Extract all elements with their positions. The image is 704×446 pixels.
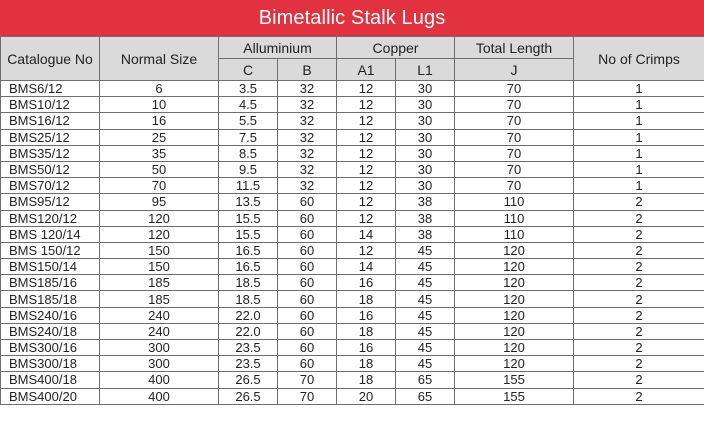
j-cell: 120	[455, 356, 574, 372]
table-title: Bimetallic Stalk Lugs	[0, 0, 704, 36]
crimps-cell: 1	[574, 129, 704, 145]
a1-cell: 12	[337, 194, 396, 210]
catalogue-cell: BMS300/18	[1, 356, 100, 372]
l1-cell: 45	[396, 323, 455, 339]
header-c: C	[219, 59, 278, 81]
j-cell: 70	[455, 145, 574, 161]
crimps-cell: 1	[574, 178, 704, 194]
table-row	[1, 356, 704, 372]
catalogue-cell: BMS6/12	[1, 81, 100, 97]
normal-size-cell: 70	[100, 178, 219, 194]
normal-size-cell: 400	[100, 388, 219, 404]
table-row	[1, 113, 704, 129]
normal-size-cell: 50	[100, 161, 219, 177]
table-row	[1, 97, 704, 113]
crimps-cell: 1	[574, 97, 704, 113]
l1-cell: 45	[396, 356, 455, 372]
crimps-cell: 1	[574, 113, 704, 129]
header-copper: Copper	[337, 37, 455, 59]
header-alluminium: Alluminium	[219, 37, 337, 59]
crimps-cell: 1	[574, 145, 704, 161]
a1-cell: 16	[337, 307, 396, 323]
crimps-cell: 1	[574, 81, 704, 97]
a1-cell: 20	[337, 388, 396, 404]
header-j: J	[455, 59, 574, 81]
c-cell: 26.5	[219, 372, 278, 388]
b-cell: 60	[278, 323, 337, 339]
j-cell: 70	[455, 81, 574, 97]
table-header	[1, 37, 704, 81]
table-row	[1, 323, 704, 339]
l1-cell: 30	[396, 81, 455, 97]
table-row	[1, 242, 704, 258]
catalogue-cell: BMS400/20	[1, 388, 100, 404]
catalogue-cell: BMS35/12	[1, 145, 100, 161]
b-cell: 60	[278, 194, 337, 210]
j-cell: 155	[455, 388, 574, 404]
l1-cell: 30	[396, 145, 455, 161]
b-cell: 32	[278, 161, 337, 177]
catalogue-cell: BMS400/18	[1, 372, 100, 388]
l1-cell: 30	[396, 161, 455, 177]
l1-cell: 30	[396, 129, 455, 145]
b-cell: 60	[278, 356, 337, 372]
table-row	[1, 178, 704, 194]
normal-size-cell: 150	[100, 259, 219, 275]
c-cell: 23.5	[219, 356, 278, 372]
c-cell: 9.5	[219, 161, 278, 177]
catalogue-cell: BMS 120/14	[1, 226, 100, 242]
b-cell: 32	[278, 113, 337, 129]
j-cell: 70	[455, 129, 574, 145]
table-row	[1, 388, 704, 404]
c-cell: 23.5	[219, 340, 278, 356]
c-cell: 16.5	[219, 242, 278, 258]
l1-cell: 45	[396, 340, 455, 356]
crimps-cell: 2	[574, 194, 704, 210]
b-cell: 60	[278, 340, 337, 356]
j-cell: 70	[455, 178, 574, 194]
c-cell: 15.5	[219, 226, 278, 242]
j-cell: 70	[455, 113, 574, 129]
normal-size-cell: 300	[100, 340, 219, 356]
catalogue-cell: BMS16/12	[1, 113, 100, 129]
a1-cell: 12	[337, 97, 396, 113]
a1-cell: 12	[337, 145, 396, 161]
j-cell: 120	[455, 340, 574, 356]
c-cell: 4.5	[219, 97, 278, 113]
a1-cell: 18	[337, 291, 396, 307]
normal-size-cell: 16	[100, 113, 219, 129]
crimps-cell: 2	[574, 388, 704, 404]
table-row	[1, 210, 704, 226]
header-a1: A1	[337, 59, 396, 81]
b-cell: 32	[278, 129, 337, 145]
crimps-cell: 2	[574, 340, 704, 356]
a1-cell: 12	[337, 113, 396, 129]
a1-cell: 18	[337, 356, 396, 372]
crimps-cell: 2	[574, 275, 704, 291]
table-row	[1, 275, 704, 291]
b-cell: 60	[278, 259, 337, 275]
j-cell: 110	[455, 194, 574, 210]
table-row	[1, 81, 704, 97]
b-cell: 60	[278, 226, 337, 242]
normal-size-cell: 120	[100, 210, 219, 226]
c-cell: 8.5	[219, 145, 278, 161]
c-cell: 7.5	[219, 129, 278, 145]
j-cell: 120	[455, 259, 574, 275]
normal-size-cell: 35	[100, 145, 219, 161]
c-cell: 3.5	[219, 81, 278, 97]
normal-size-cell: 25	[100, 129, 219, 145]
c-cell: 18.5	[219, 291, 278, 307]
l1-cell: 45	[396, 307, 455, 323]
table-row	[1, 372, 704, 388]
table-row	[1, 259, 704, 275]
j-cell: 70	[455, 97, 574, 113]
j-cell: 110	[455, 226, 574, 242]
b-cell: 60	[278, 307, 337, 323]
a1-cell: 12	[337, 129, 396, 145]
j-cell: 120	[455, 275, 574, 291]
crimps-cell: 2	[574, 210, 704, 226]
header-normal-size: Normal Size	[100, 37, 219, 81]
c-cell: 15.5	[219, 210, 278, 226]
a1-cell: 18	[337, 323, 396, 339]
normal-size-cell: 95	[100, 194, 219, 210]
header-total-length: Total Length	[455, 37, 574, 59]
catalogue-cell: BMS240/18	[1, 323, 100, 339]
a1-cell: 12	[337, 178, 396, 194]
crimps-cell: 2	[574, 291, 704, 307]
j-cell: 120	[455, 242, 574, 258]
b-cell: 70	[278, 372, 337, 388]
catalogue-cell: BMS300/16	[1, 340, 100, 356]
catalogue-cell: BMS50/12	[1, 161, 100, 177]
l1-cell: 38	[396, 226, 455, 242]
b-cell: 32	[278, 145, 337, 161]
a1-cell: 16	[337, 340, 396, 356]
normal-size-cell: 185	[100, 291, 219, 307]
header-no-of-crimps: No of Crimps	[574, 37, 704, 81]
j-cell: 110	[455, 210, 574, 226]
a1-cell: 12	[337, 81, 396, 97]
table-row	[1, 129, 704, 145]
c-cell: 18.5	[219, 275, 278, 291]
c-cell: 11.5	[219, 178, 278, 194]
normal-size-cell: 240	[100, 307, 219, 323]
crimps-cell: 2	[574, 242, 704, 258]
normal-size-cell: 6	[100, 81, 219, 97]
a1-cell: 12	[337, 161, 396, 177]
catalogue-cell: BMS240/16	[1, 307, 100, 323]
c-cell: 22.0	[219, 307, 278, 323]
l1-cell: 45	[396, 291, 455, 307]
crimps-cell: 1	[574, 161, 704, 177]
c-cell: 22.0	[219, 323, 278, 339]
a1-cell: 14	[337, 226, 396, 242]
a1-cell: 12	[337, 210, 396, 226]
header-b: B	[278, 59, 337, 81]
table-row	[1, 226, 704, 242]
catalogue-cell: BMS25/12	[1, 129, 100, 145]
normal-size-cell: 120	[100, 226, 219, 242]
l1-cell: 30	[396, 113, 455, 129]
table-row	[1, 145, 704, 161]
catalogue-cell: BMS150/14	[1, 259, 100, 275]
j-cell: 70	[455, 161, 574, 177]
j-cell: 120	[455, 291, 574, 307]
b-cell: 60	[278, 242, 337, 258]
b-cell: 70	[278, 388, 337, 404]
catalogue-cell: BMS185/16	[1, 275, 100, 291]
normal-size-cell: 150	[100, 242, 219, 258]
l1-cell: 38	[396, 194, 455, 210]
crimps-cell: 2	[574, 372, 704, 388]
table-row	[1, 161, 704, 177]
b-cell: 60	[278, 275, 337, 291]
catalogue-cell: BMS10/12	[1, 97, 100, 113]
c-cell: 13.5	[219, 194, 278, 210]
normal-size-cell: 300	[100, 356, 219, 372]
crimps-cell: 2	[574, 323, 704, 339]
table-body	[1, 81, 704, 405]
b-cell: 32	[278, 97, 337, 113]
b-cell: 60	[278, 210, 337, 226]
l1-cell: 45	[396, 259, 455, 275]
catalogue-cell: BMS 150/12	[1, 242, 100, 258]
spec-table	[0, 36, 704, 405]
header-l1: L1	[396, 59, 455, 81]
crimps-cell: 2	[574, 307, 704, 323]
normal-size-cell: 240	[100, 323, 219, 339]
catalogue-cell: BMS185/18	[1, 291, 100, 307]
l1-cell: 30	[396, 97, 455, 113]
normal-size-cell: 185	[100, 275, 219, 291]
normal-size-cell: 400	[100, 372, 219, 388]
l1-cell: 45	[396, 275, 455, 291]
a1-cell: 14	[337, 259, 396, 275]
l1-cell: 45	[396, 242, 455, 258]
table-row	[1, 307, 704, 323]
header-catalogue-no: Catalogue No	[1, 37, 100, 81]
table-row	[1, 291, 704, 307]
j-cell: 155	[455, 372, 574, 388]
crimps-cell: 2	[574, 356, 704, 372]
b-cell: 32	[278, 178, 337, 194]
l1-cell: 38	[396, 210, 455, 226]
catalogue-cell: BMS120/12	[1, 210, 100, 226]
crimps-cell: 2	[574, 259, 704, 275]
j-cell: 120	[455, 323, 574, 339]
a1-cell: 16	[337, 275, 396, 291]
c-cell: 16.5	[219, 259, 278, 275]
catalogue-cell: BMS95/12	[1, 194, 100, 210]
c-cell: 5.5	[219, 113, 278, 129]
l1-cell: 65	[396, 372, 455, 388]
table-row	[1, 194, 704, 210]
normal-size-cell: 10	[100, 97, 219, 113]
l1-cell: 65	[396, 388, 455, 404]
j-cell: 120	[455, 307, 574, 323]
crimps-cell: 2	[574, 226, 704, 242]
table-row	[1, 340, 704, 356]
b-cell: 32	[278, 81, 337, 97]
catalogue-cell: BMS70/12	[1, 178, 100, 194]
c-cell: 26.5	[219, 388, 278, 404]
l1-cell: 30	[396, 178, 455, 194]
a1-cell: 12	[337, 242, 396, 258]
b-cell: 60	[278, 291, 337, 307]
a1-cell: 18	[337, 372, 396, 388]
